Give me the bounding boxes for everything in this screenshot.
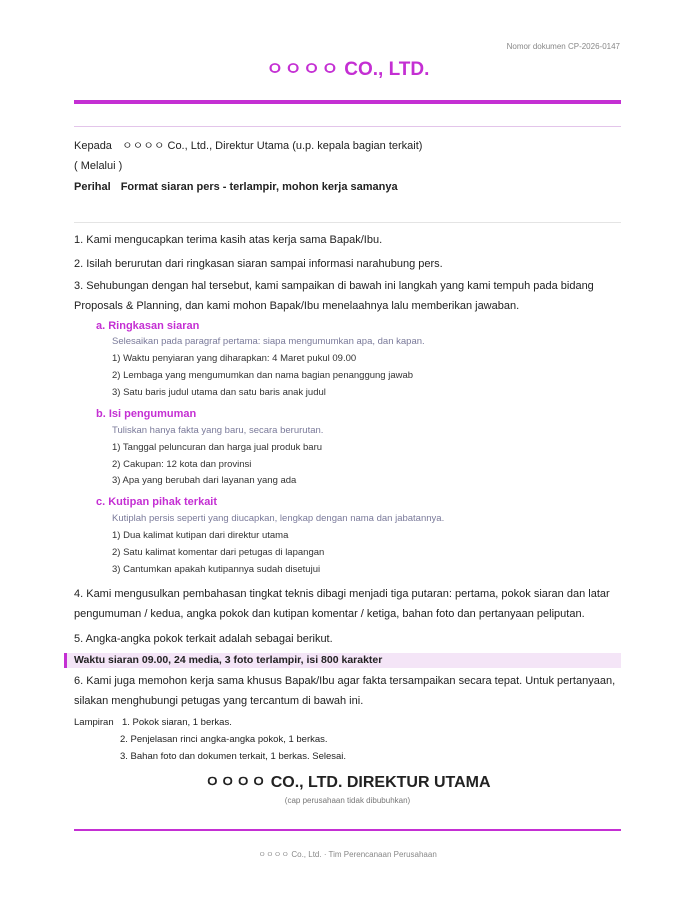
subject-line [74, 179, 398, 195]
highlight-accent-bar [64, 653, 67, 668]
paragraph-5: 5. Angka-angka pokok terkait adalah sebagai berikut. [74, 633, 333, 645]
signature-line: ㅇㅇㅇㅇ CO., LTD. DIREKTUR UTAMA [204, 774, 491, 791]
section-item: 1) Waktu penyiaran yang diharapkan: 4 Maret pukul 09.00 [112, 353, 357, 364]
divider [74, 222, 621, 223]
paragraph-2: 2. Isilah berurutan dari ringkasan siaran sampai informasi narahubung pers. [74, 258, 443, 270]
section-note: Tuliskan hanya fakta yang baru, secara berurutan. [112, 425, 324, 436]
section-item: 3) Cantumkan apakah kutipannya sudah disetujui [112, 564, 321, 575]
key-figures-text: Waktu siaran 09.00, 24 media, 3 foto terlampir, isi 800 karakter [74, 654, 383, 666]
company-name: ㅇㅇㅇㅇ CO., LTD. [265, 59, 430, 80]
subject-label: Perihal [74, 181, 111, 193]
divider [74, 126, 621, 127]
footer-divider [74, 829, 621, 831]
header-divider [74, 100, 621, 104]
section-heading: c. Kutipan pihak terkait [96, 496, 218, 508]
stamp-note: (cap perusahaan tidak dibubuhkan) [284, 796, 411, 805]
recipient-label: Kepada [74, 140, 112, 152]
section-item: 2) Cakupan: 12 kota dan provinsi [112, 459, 252, 470]
attachment-item: 1. Pokok siaran, 1 berkas. [122, 717, 232, 728]
section-item: 2) Lembaga yang mengumumkan dan nama bagian penanggung jawab [112, 370, 414, 381]
recipient-line [74, 138, 422, 154]
attachment-item: 3. Bahan foto dan dokumen terkait, 1 berkas. Selesai. [120, 751, 347, 762]
attachments-label: Lampiran [74, 717, 114, 728]
section-note: Kutiplah persis seperti yang diucapkan, lengkap dengan nama dan jabatannya. [112, 513, 445, 524]
section-note: Selesaikan pada paragraf pertama: siapa mengumumkan apa, dan kapan. [112, 336, 425, 347]
via-line: ( Melalui ) [74, 160, 123, 172]
section-item: 3) Apa yang berubah dari layanan yang ada [112, 475, 297, 486]
footer-text: ㅇㅇㅇㅇ Co., Ltd. · Tim Perencanaan Perusahaan [258, 850, 437, 859]
section-item: 1) Dua kalimat kutipan dari direktur utama [112, 530, 289, 541]
subject-value: Format siaran pers - terlampir, mohon kerja samanya [120, 181, 398, 193]
section-item: 3) Satu baris judul utama dan satu baris anak judul [112, 387, 326, 398]
paragraph-6: 6. Kami juga memohon kerja sama khusus Bapak/Ibu agar fakta tersampaikan secara tepat. Untuk pertanyaan, silakan menghubungi petugas yang tercantum di bawah ini. [74, 675, 616, 707]
document-number: Nomor dokumen CP-2026-0147 [506, 42, 620, 51]
recipient-value: ㅇㅇㅇㅇ Co., Ltd., Direktur Utama (u.p. kepala bagian terkait) [121, 140, 423, 152]
section-item: 2) Satu kalimat komentar dari petugas di lapangan [112, 547, 325, 558]
paragraph-4: 4. Kami mengusulkan pembahasan tingkat teknis dibagi menjadi tiga putaran: pertama, pokok siaran dan latar pengumuman / kedua, angka pokok dan kutipan komentar / ketiga, bahan foto dan pertanyaan peliputan. [74, 588, 610, 620]
section-heading: b. Isi pengumuman [96, 408, 197, 420]
paragraph-1: 1. Kami mengucapkan terima kasih atas kerja sama Bapak/Ibu. [74, 234, 383, 246]
section-item: 1) Tanggal peluncuran dan harga jual produk baru [112, 442, 323, 453]
paragraph-3: 3. Sehubungan dengan hal tersebut, kami sampaikan di bawah ini langkah yang kami tempuh pada bidang Proposals & Planning, dan kami mohon Bapak/Ibu menelaahnya lalu memberikan jawaban. [74, 280, 594, 312]
section-heading: a. Ringkasan siaran [96, 320, 200, 332]
attachment-item: 2. Penjelasan rinci angka-angka pokok, 1 berkas. [120, 734, 328, 745]
